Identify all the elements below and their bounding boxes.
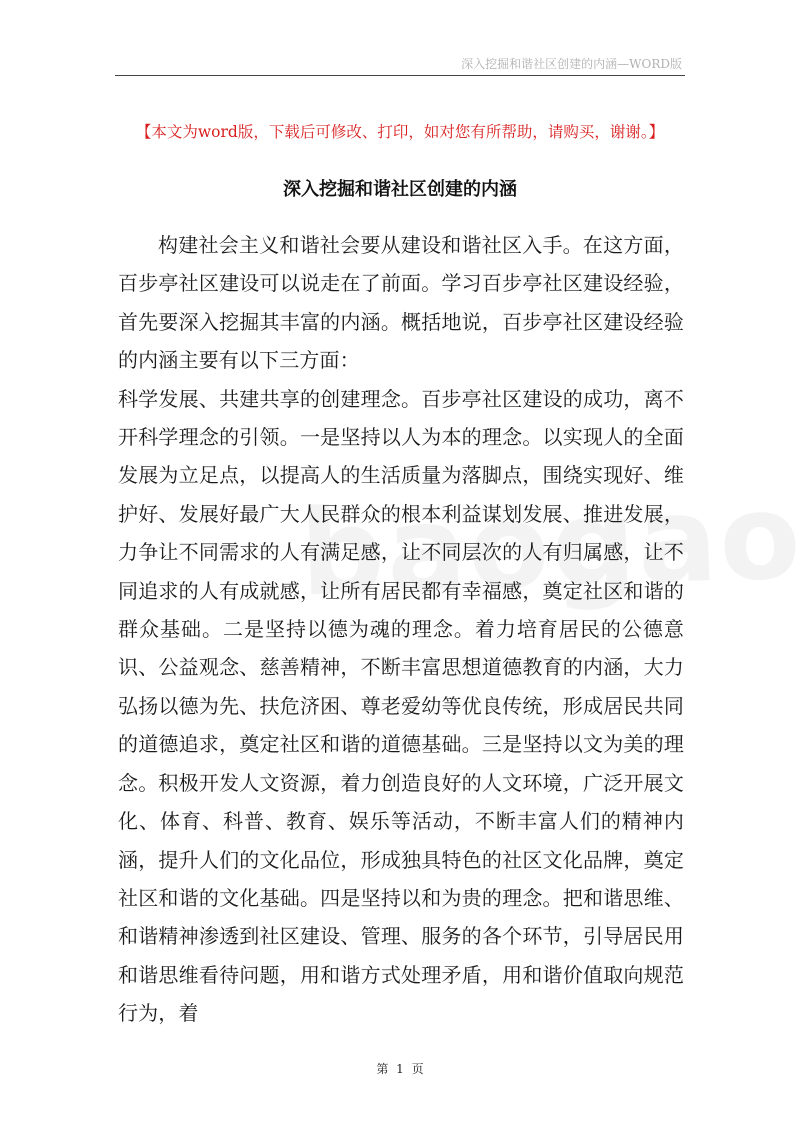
page-prefix: 第 bbox=[376, 1062, 389, 1076]
page-footer bbox=[0, 1060, 800, 1077]
paragraph-intro: 构建社会主义和谐社会要从建设和谐社区入手。在这方面，百步亭社区建设可以说走在了前面。学习百步亭社区建设经验，首先要深入挖掘其丰富的内涵。概括地说，百步亭社区建设经验的内涵主要有以下三方面： bbox=[118, 233, 684, 373]
paragraph-concept: 科学发展、共建共享的创建理念。百步亭社区建设的成功，离不开科学理念的引领。一是坚持以人为本的理念。以实现人的全面发展为立足点，以提高人的生活质量为落脚点，围绕实现好、维护好、发展好最广大人民群众的根本利益谋划发展、推进发展，力争让不同需求的人有满足感，让不同层次的人有归属感，让不同追求的人有成就感，让所有居民都有幸福感，奠定社区和谐的群众基础。二是坚持以德为魂的理念。着力培育居民的公德意识、公益观念、慈善精神，不断丰富思想道德教育的内涵，大力弘扬以德为先、扶危济困、尊老爱幼等优良传统，形成居民共同的道德追求，奠定社区和谐的道德基础。三是坚持以文为美的理念。积极开发人文资源，着力创造良好的人文环境，广泛开展文化、体育、科普、教育、娱乐等活动，不断丰富人们的精神内涵，提升人们的文化品位，形成独具特色的社区文化品牌，奠定社区和谐的文化基础。四是坚持以和为贵的理念。把和谐思维、和谐精神渗透到社区建设、管理、服务的各个环节，引导居民用和谐思维看待问题，用和谐方式处理矛盾，用和谐价值取向规范行为，着 bbox=[118, 386, 684, 1026]
document-body bbox=[118, 226, 684, 1033]
page-suffix: 页 bbox=[411, 1062, 424, 1076]
running-header: 深入挖掘和谐社区创建的内涵—WORD版 bbox=[461, 57, 682, 71]
document-title: 深入挖掘和谐社区创建的内涵 bbox=[283, 179, 517, 200]
download-notice: 【本文为word版，下载后可修改、打印，如对您有所帮助，请购买，谢谢。】 bbox=[135, 123, 665, 141]
page-number: 1 bbox=[396, 1062, 404, 1076]
header-divider bbox=[115, 75, 685, 76]
